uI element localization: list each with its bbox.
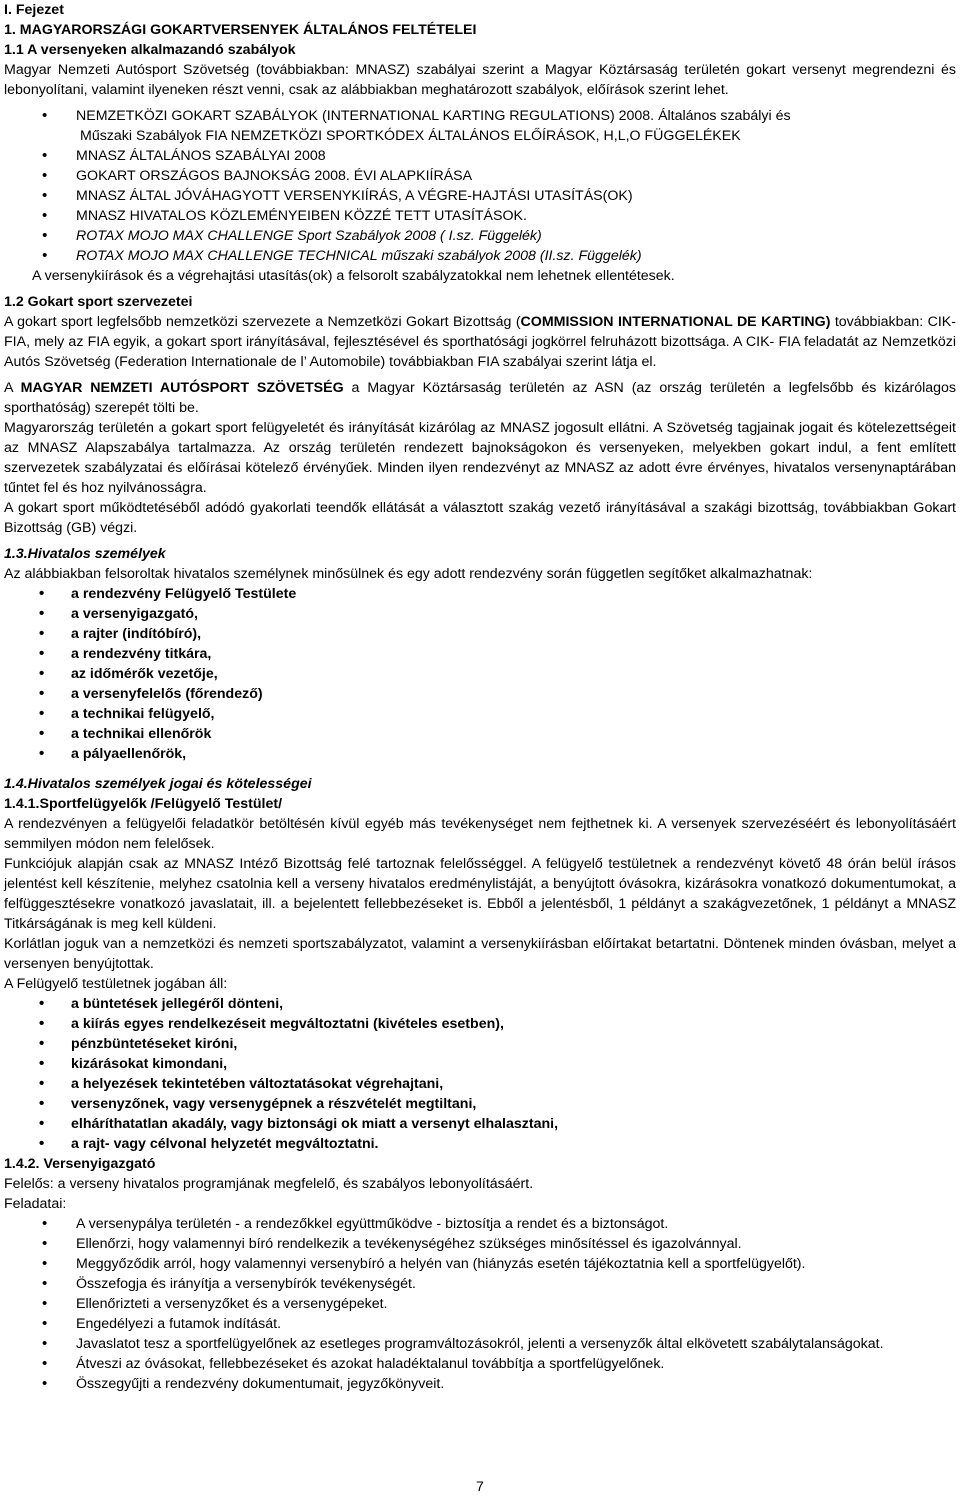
section-1-4-1-paragraph-1: A rendezvényen a felügyelői feladatkör betöltésén kívül egyéb más tevékenységet nem fejthetnek ki. A versenyek szervezéséért és lebonyolításáért semmilyen módon nem felelősek. <box>4 816 956 852</box>
list-item: • pénzbüntetéseket kiróni, <box>4 1034 956 1054</box>
page-number: 7 <box>476 1479 484 1495</box>
list-item: • Engedélyezi a futamok indítását. <box>4 1314 956 1334</box>
list-item: • Ellenőrzi, hogy valamennyi bíró rendelkezik a tevékenységéhez szükséges minősítéssel és igazolvánnyal. <box>4 1234 956 1254</box>
section-1-4-1-paragraph-4: A Felügyelő testületnek jogában áll: <box>4 976 228 992</box>
list-item: • MNASZ HIVATALOS KÖZLEMÉNYEIBEN KÖZZÉ TETT UTASÍTÁSOK. <box>4 206 956 226</box>
list-item: • a büntetések jellegéről dönteni, <box>4 994 956 1014</box>
list-item: • a versenyfelelős (főrendező) <box>4 684 956 704</box>
list-item: • GOKART ORSZÁGOS BAJNOKSÁG 2008. ÉVI ALAPKIÍRÁSA <box>4 166 956 186</box>
section-1-1-note: A versenykiírások és a végrehajtási utasítás(ok) a felsorolt szabályzatokkal nem lehetnek ellentétesek. <box>32 268 675 284</box>
section-1-2-paragraph-1 <box>4 312 956 372</box>
main-heading: 1. MAGYARORSZÁGI GOKARTVERSENYEK ÁLTALÁNOS FELTÉTELEI <box>4 22 477 38</box>
list-item: • Összefogja és irányítja a versenybírók tevékenységét. <box>4 1274 956 1294</box>
rules-list <box>4 106 956 126</box>
list-item: • MNASZ ÁLTAL JÓVÁHAGYOTT VERSENYKIÍRÁS, A VÉGRE-HAJTÁSI UTASÍTÁS(OK) <box>4 186 956 206</box>
list-item: • a helyezések tekintetében változtatásokat végrehajtani, <box>4 1074 956 1094</box>
list-item: • NEMZETKÖZI GOKART SZABÁLYOK (INTERNATIONAL KARTING REGULATIONS) 2008. Általános szabályi és <box>4 106 956 126</box>
list-item: • Meggyőződik arról, hogy valamennyi versenybíró a helyén van (hiányzás esetén tájékoztatnia kell a sportfelügyelőt). <box>4 1254 956 1274</box>
list-item: • A versenypálya területén - a rendezőkkel együttműködve - biztosítja a rendet és a biztonságot. <box>4 1214 956 1234</box>
list-item: • a kiírás egyes rendelkezéseit megváltoztatni (kivételes esetben), <box>4 1014 956 1034</box>
list-item: • ROTAX MOJO MAX CHALLENGE Sport Szabályok 2008 ( I.sz. Függelék) <box>4 226 956 246</box>
list-item: • Javaslatot tesz a sportfelügyelőnek az esetleges programváltozásokról, jelenti a versenyzők által elkövetett szabálytalanságokat. <box>4 1334 956 1354</box>
section-1-2-paragraph-4: A gokart sport működtetéséből adódó gyakorlati teendők ellátását a választott szakág vezető irányításával a szakági bizottság, továbbiakban Gokart Bizottság (GB) végzi. <box>4 500 956 536</box>
committee-rights-list <box>4 994 956 1154</box>
section-1-4-2-title: 1.4.2. Versenyigazgató <box>4 1156 156 1172</box>
text-span: a Magyar Köztársaság területén az ASN (az ország területén a legfelsőbb és kizárólagos sporthatóság) szerepét tölti be. <box>4 380 957 416</box>
text-span: COMMISSION INTERNATIONAL DE KARTING) <box>520 314 831 330</box>
list-item: • Összegyűjti a rendezvény dokumentumait, jegyzőkönyveit. <box>4 1374 956 1394</box>
section-1-2-paragraph-3: Magyarország területén a gokart sport felügyeletét és irányítását kizárólag az MNASZ jogosult ellátni. A Szövetség tagjainak jogait és kötelezettségeit az MNASZ Alapszabálya tartalmazza. Az ország területén rendezett bajnokságokon és versenyeken, melyekben gokart indul, a fent említett szervezetek szabályzatai és előírásai kötelező érvényűek. Minden ilyen rendezvényt az MNASZ az adott évre érvényes, hivatalos versenynaptárában tűntet fel és hoz nyilvánosságra. <box>4 420 956 496</box>
list-item: • ROTAX MOJO MAX CHALLENGE TECHNICAL műszaki szabályok 2008 (II.sz. Függelék) <box>4 246 956 266</box>
list-item: • a versenyigazgató, <box>4 604 956 624</box>
section-1-4-1-title: 1.4.1.Sportfelügyelők /Felügyelő Testület/ <box>4 796 283 812</box>
list-item: • Ellenőrizteti a versenyzőket és a versenygépeket. <box>4 1294 956 1314</box>
section-1-4-2-paragraph-2: Feladatai: <box>4 1196 67 1212</box>
list-item: • a rendezvény titkára, <box>4 644 956 664</box>
list-item: • a rendezvény Felügyelő Testülete <box>4 584 956 604</box>
rules-list-continuation: Műszaki Szabályok FIA NEMZETKÖZI SPORTKÓDEX ÁLTALÁNOS ELŐÍRÁSOK, H,L,O FÜGGELÉKEK <box>80 128 741 144</box>
section-1-2-paragraph-2 <box>4 378 956 418</box>
list-item: • kizárásokat kimondani, <box>4 1054 956 1074</box>
list-item: • a rajter (indítóbíró), <box>4 624 956 644</box>
list-item: • a technikai ellenőrök <box>4 724 956 744</box>
list-item: • a pályaellenőrök, <box>4 744 956 764</box>
text-span: továbbiakban: CIK-FIA, mely az FIA egyik, a gokart sport irányításával, fejlesztésével és sporthatósági jogkörrel felruházott bizottsága. A CIK- FIA feladatát az Nemzetközi Autós Szövetség (Federation Internationale de l’ Automobile) továbbiakban FIA szabályai szerint látja el. <box>4 314 956 370</box>
text-span: MAGYAR NEMZETI AUTÓSPORT SZÖVETSÉG <box>20 380 344 396</box>
chapter-heading: I. Fejezet <box>4 2 64 18</box>
section-1-1-paragraph: Magyar Nemzeti Autósport Szövetség (továbbiakban: MNASZ) szabályai szerint a Magyar Köztársaság területén gokart versenyt megrendezni és lebonyolítani, valamint ilyeneken részt venni, csak az alábbiakban meghatározott szabályok, előírások szerint lehet. <box>4 62 956 98</box>
text-span: A gokart sport legfelsőbb nemzetközi szervezete a Nemzetközi Gokart Bizottság ( <box>4 314 521 330</box>
rules-list-rest <box>4 146 956 266</box>
section-1-4-2-paragraph-1: Felelős: a verseny hivatalos programjának megfelelő, és szabályos lebonyolításáért. <box>4 1176 534 1192</box>
section-1-4-1-paragraph-2: Funkciójuk alapján csak az MNASZ Intéző Bizottság felé tartoznak felelősséggel. A felügyelő testületnek a rendezvényt követő 48 órán belül írásos jelentést kell készítenie, melyhez csatolnia kell a verseny hivatalos eredménylistáját, a benyújtott óvásokra, kizárásokra vonatkozó dokumentumokat, a felfüggesztésekre vonatkozó javaslatait, ill. a bejelentett fellebbezéseket is. Ebből a jelentésből, 1 példányt a szakágvezetőnek, 1 példányt a MNASZ Titkárságának is meg kell küldeni. <box>4 856 956 932</box>
section-1-4-title: 1.4.Hivatalos személyek jogai és kötelességei <box>4 776 312 792</box>
list-item: • a technikai felügyelő, <box>4 704 956 724</box>
director-duties-list <box>4 1214 956 1394</box>
section-1-2-title: 1.2 Gokart sport szervezetei <box>4 294 193 310</box>
section-1-1-title: 1.1 A versenyeken alkalmazandó szabályok <box>4 42 296 58</box>
list-item: • elháríthatatlan akadály, vagy biztonsági ok miatt a versenyt elhalasztani, <box>4 1114 956 1134</box>
section-1-4-1-paragraph-3: Korlátlan joguk van a nemzetközi és nemzeti sportszabályzatot, valamint a versenykiírásban előírtakat betartatni. Döntenek minden óvásban, melyet a versenyen benyújtottak. <box>4 936 956 972</box>
section-1-3-paragraph: Az alábbiakban felsoroltak hivatalos személynek minősülnek és egy adott rendezvény során független segítőket alkalmazhatnak: <box>4 566 813 582</box>
section-1-3-title: 1.3.Hivatalos személyek <box>4 546 166 562</box>
list-item: • az időmérők vezetője, <box>4 664 956 684</box>
list-item: • a rajt- vagy célvonal helyzetét megváltoztatni. <box>4 1134 956 1154</box>
text-span: A <box>4 380 21 396</box>
list-item: • Átveszi az óvásokat, fellebbezéseket és azokat haladéktalanul továbbítja a sportfelügyelőnek. <box>4 1354 956 1374</box>
list-item: • MNASZ ÁLTALÁNOS SZABÁLYAI 2008 <box>4 146 956 166</box>
officials-list <box>4 584 956 764</box>
list-item: • versenyzőnek, vagy versenygépnek a részvételét megtiltani, <box>4 1094 956 1114</box>
